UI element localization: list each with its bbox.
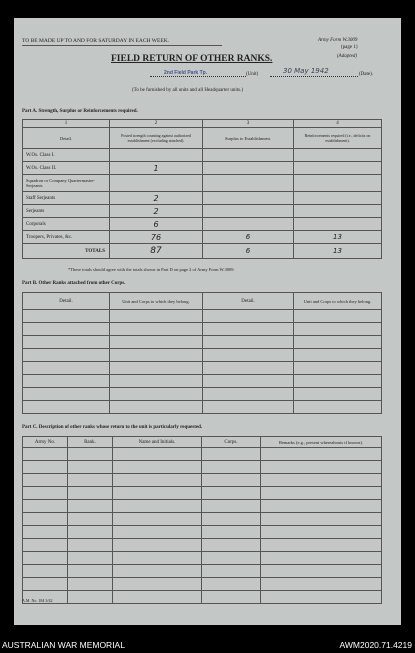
unit-label: (Unit) [246,72,259,77]
part-b-table [22,292,382,414]
table-row [23,526,382,539]
table-row: Squadron or Company Quartermaster-Serjeants [23,175,382,192]
table-row [23,565,382,578]
part-a-heading: Part A. Strength, Surplus or Reinforcements required. [22,109,138,114]
table-row [23,591,382,604]
table-row: Troopers, Privates, &c. 76 6 13 [23,231,382,244]
table-row: Staff Serjeants 2 [23,192,382,205]
page-number: (page 1) [341,45,358,50]
col-header-remarks: Remarks (e.g., present whereabouts if known). [261,437,382,448]
furnished-note: (To be furnished by all units and all Headquarter units.) [132,88,244,93]
footer-accession-number: AWM2020.71.4219 [339,640,412,650]
form-title: FIELD RETURN OF OTHER RANKS. [111,54,273,64]
table-row [23,487,382,500]
table-row: W.Os. Class II. 1 [23,162,382,175]
table-row [23,401,382,414]
col-number: 3 [203,120,294,128]
table-row [23,349,382,362]
col-header-unit-corps: Unit and Corps to which they belong. [110,293,203,310]
col-header-detail: Detail. [23,128,110,149]
table-row [23,388,382,401]
table-row [23,461,382,474]
table-row [23,310,382,323]
col-header-posted: Posted strength counting against authorized establishment (excluding attached). [110,128,203,149]
print-code: A.M. No. 184 3/42 [22,598,53,603]
col-number: 2 [110,120,203,128]
col-header-army-no: Army No. [23,437,68,448]
col-header-detail: Detail. [23,293,110,310]
part-a-table [22,119,382,259]
col-header-reinforcements: Reinforcements required (i.e., deficits on establishment). [294,128,382,149]
part-b-heading: Part B. Other Ranks attached from other Corps. [22,281,126,286]
table-row [23,513,382,526]
footer-institution: AUSTRALIAN WAR MEMORIAL [2,640,125,650]
date-label: (Date). [359,72,374,77]
table-row [23,474,382,487]
part-c-table [22,436,382,604]
col-header-name: Name and Initials. [113,437,202,448]
table-row: Corporals 6 [23,218,382,231]
table-row [23,375,382,388]
col-header-rank: Rank. [68,437,113,448]
table-row [23,500,382,513]
part-c-heading: Part C. Description of other ranks whose return to the unit is particularly requested. [22,425,203,430]
col-number: 4 [294,120,382,128]
table-row [23,552,382,565]
col-header-detail: Detail. [203,293,294,310]
date-handwritten: 30 May 1942 [283,67,329,75]
adapted-note: (Adapted) [337,54,357,59]
army-form-number: Army Form W.3009 [318,38,358,43]
table-row [23,323,382,336]
col-number: 1 [23,120,110,128]
col-header-surplus: Surplus to Establishment. [203,128,294,149]
table-row [23,448,382,461]
table-row [23,362,382,375]
table-row [23,578,382,591]
col-header-unit-corps: Unit and Corps to which they belong. [294,293,382,310]
table-row: W.Os. Class I. [23,149,382,162]
totals-footnote: *These totals should agree with the totals shown in Part D on page 2 of Army Form W.3009. [68,267,235,272]
table-row [23,539,382,552]
table-row: Serjeants 2 [23,205,382,218]
made-up-instruction: TO BE MADE UP TO AND FOR SATURDAY IN EACH WEEK. [22,38,170,44]
col-header-corps: Corps. [202,437,261,448]
unit-stamp: 2nd Field Park Tp. [164,70,208,76]
totals-row: TOTALS 87 6 13 [23,244,382,259]
table-row [23,336,382,349]
